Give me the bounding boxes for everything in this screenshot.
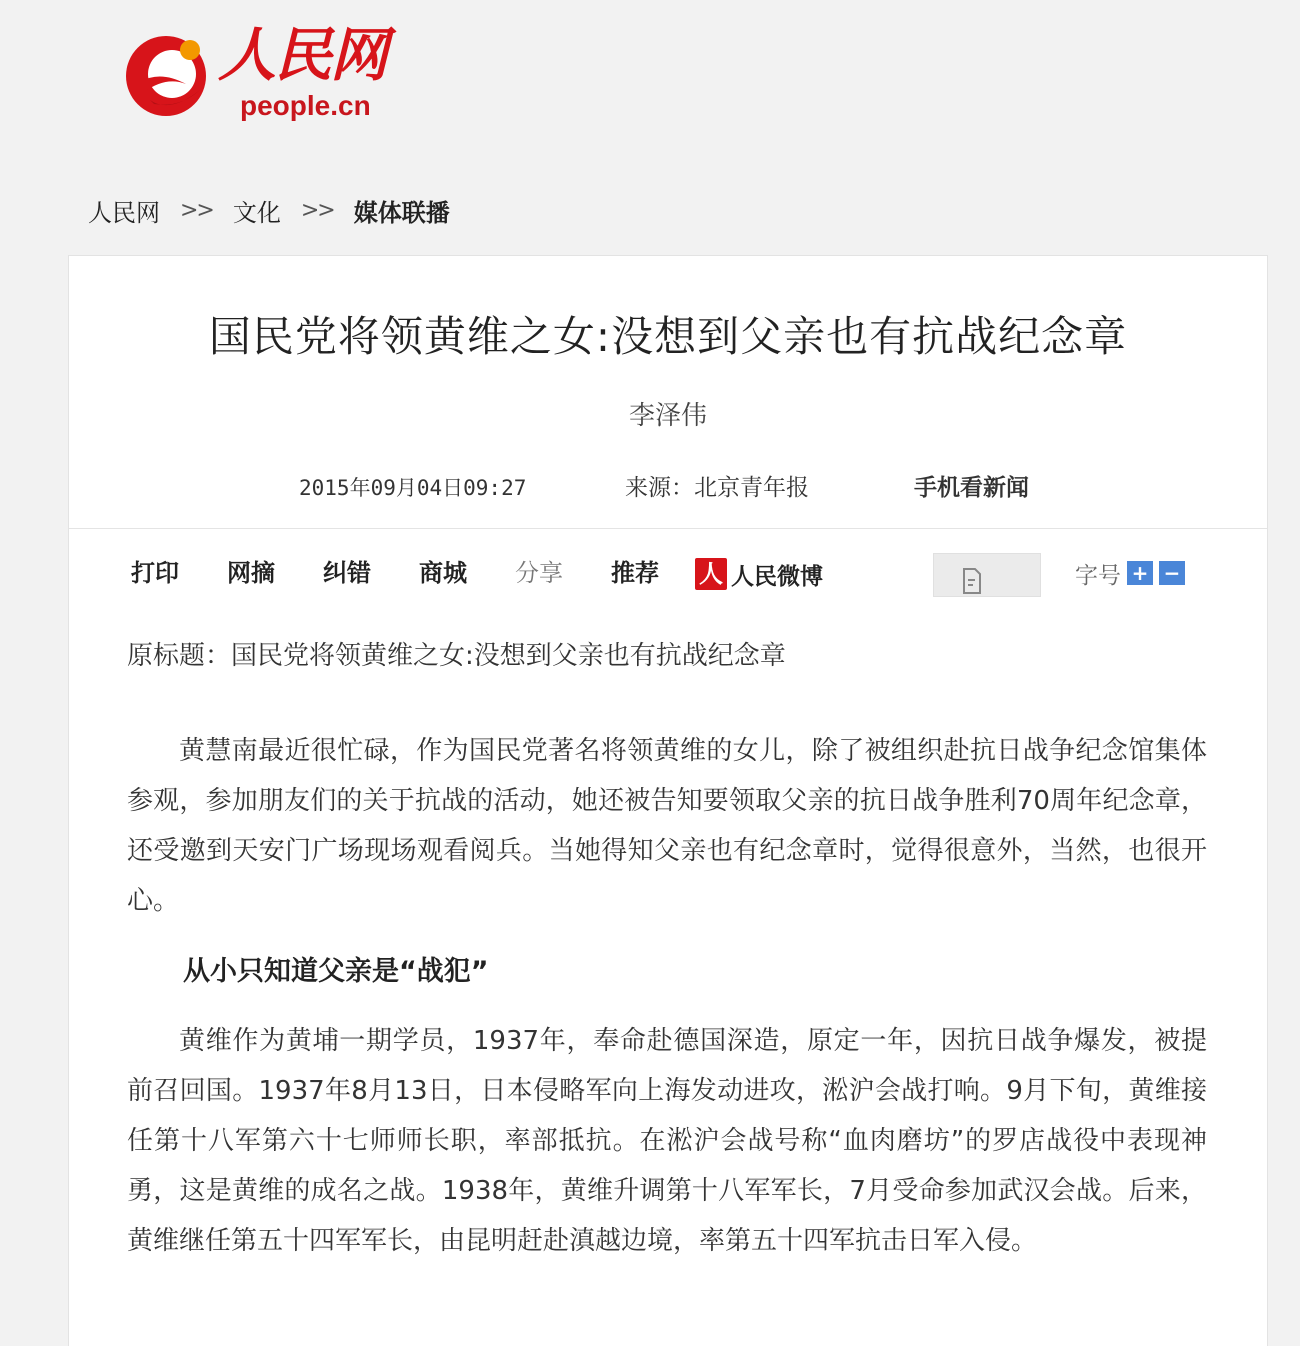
breadcrumb-separator: >> [180, 197, 213, 223]
breadcrumb-media[interactable]: 媒体联播 [353, 198, 450, 227]
mobile-news-link[interactable]: 手机看新闻 [914, 475, 1029, 501]
weibo-share-button[interactable] [695, 557, 823, 591]
breadcrumb-separator: >> [300, 197, 334, 223]
article-author: 李泽伟 [628, 401, 707, 431]
share-button[interactable]: 分享 [515, 559, 563, 587]
article-paragraph: 黄慧南最近很忙碌，作为国民党著名将领黄维的女儿，除了被组织赴抗日战争纪念馆集体参观，参加朋友们的关于抗战的活动，她还被告知要领取父亲的抗日战争胜利70周年纪念章，还受邀到天安门广场现场观看阅兵。当她得知父亲也有纪念章时，觉得很意外，当然，也很开心。 [127, 736, 1207, 916]
correction-button[interactable]: 纠错 [323, 559, 371, 587]
logo-chinese-text: 人民网 [218, 21, 387, 89]
weibo-icon: 人 [695, 558, 727, 590]
breadcrumb-home[interactable]: 人民网 [88, 198, 160, 227]
recommend-button[interactable]: 推荐 [611, 559, 659, 587]
article-title: 国民党将领黄维之女:没想到父亲也有抗战纪念章 [208, 312, 1128, 361]
article-subheading: 从小只知道父亲是“战犯” [183, 956, 489, 987]
image-placeholder [933, 553, 1041, 597]
article-source[interactable]: 来源：北京青年报 [625, 475, 809, 501]
original-title: 原标题：国民党将领黄维之女:没想到父亲也有抗战纪念章 [127, 641, 786, 671]
people-logo-icon [120, 30, 212, 122]
font-size-control [1075, 555, 1185, 591]
font-size-label: 字号 [1075, 562, 1121, 589]
weibo-label: 人民微博 [731, 563, 823, 590]
article-container [68, 255, 1268, 1346]
site-logo[interactable] [120, 18, 420, 128]
article-toolbar [69, 549, 1267, 599]
web-excerpt-button[interactable]: 网摘 [227, 559, 275, 587]
article-date: 2015年09月04日09:27 [299, 476, 527, 500]
breadcrumb [88, 190, 450, 230]
divider [69, 528, 1267, 529]
breadcrumb-culture[interactable]: 文化 [232, 198, 281, 227]
print-button[interactable]: 打印 [131, 559, 179, 587]
article-paragraph: 黄维作为黄埔一期学员，1937年，奉命赴德国深造，原定一年，因抗日战争爆发，被提前召回国。1937年8月13日，日本侵略军向上海发动进攻，淞沪会战打响。9月下旬，黄维接任第十八军第六十七师师长职，率部抵抗。在淞沪会战号称“血肉磨坊”的罗店战役中表现神勇，这是黄维的成名之战。1938年，黄维升调第十八军军长，7月受命参加武汉会战。后来，黄维继任第五十四军军长，由昆明赶赴滇越边境，率第五十四军抗击日军入侵。 [127, 1026, 1207, 1256]
document-icon [962, 568, 982, 594]
mall-button[interactable]: 商城 [419, 559, 467, 587]
logo-english-text: people.cn [240, 90, 371, 121]
font-decrease-button[interactable]: − [1159, 561, 1185, 585]
font-increase-button[interactable]: + [1127, 561, 1153, 585]
